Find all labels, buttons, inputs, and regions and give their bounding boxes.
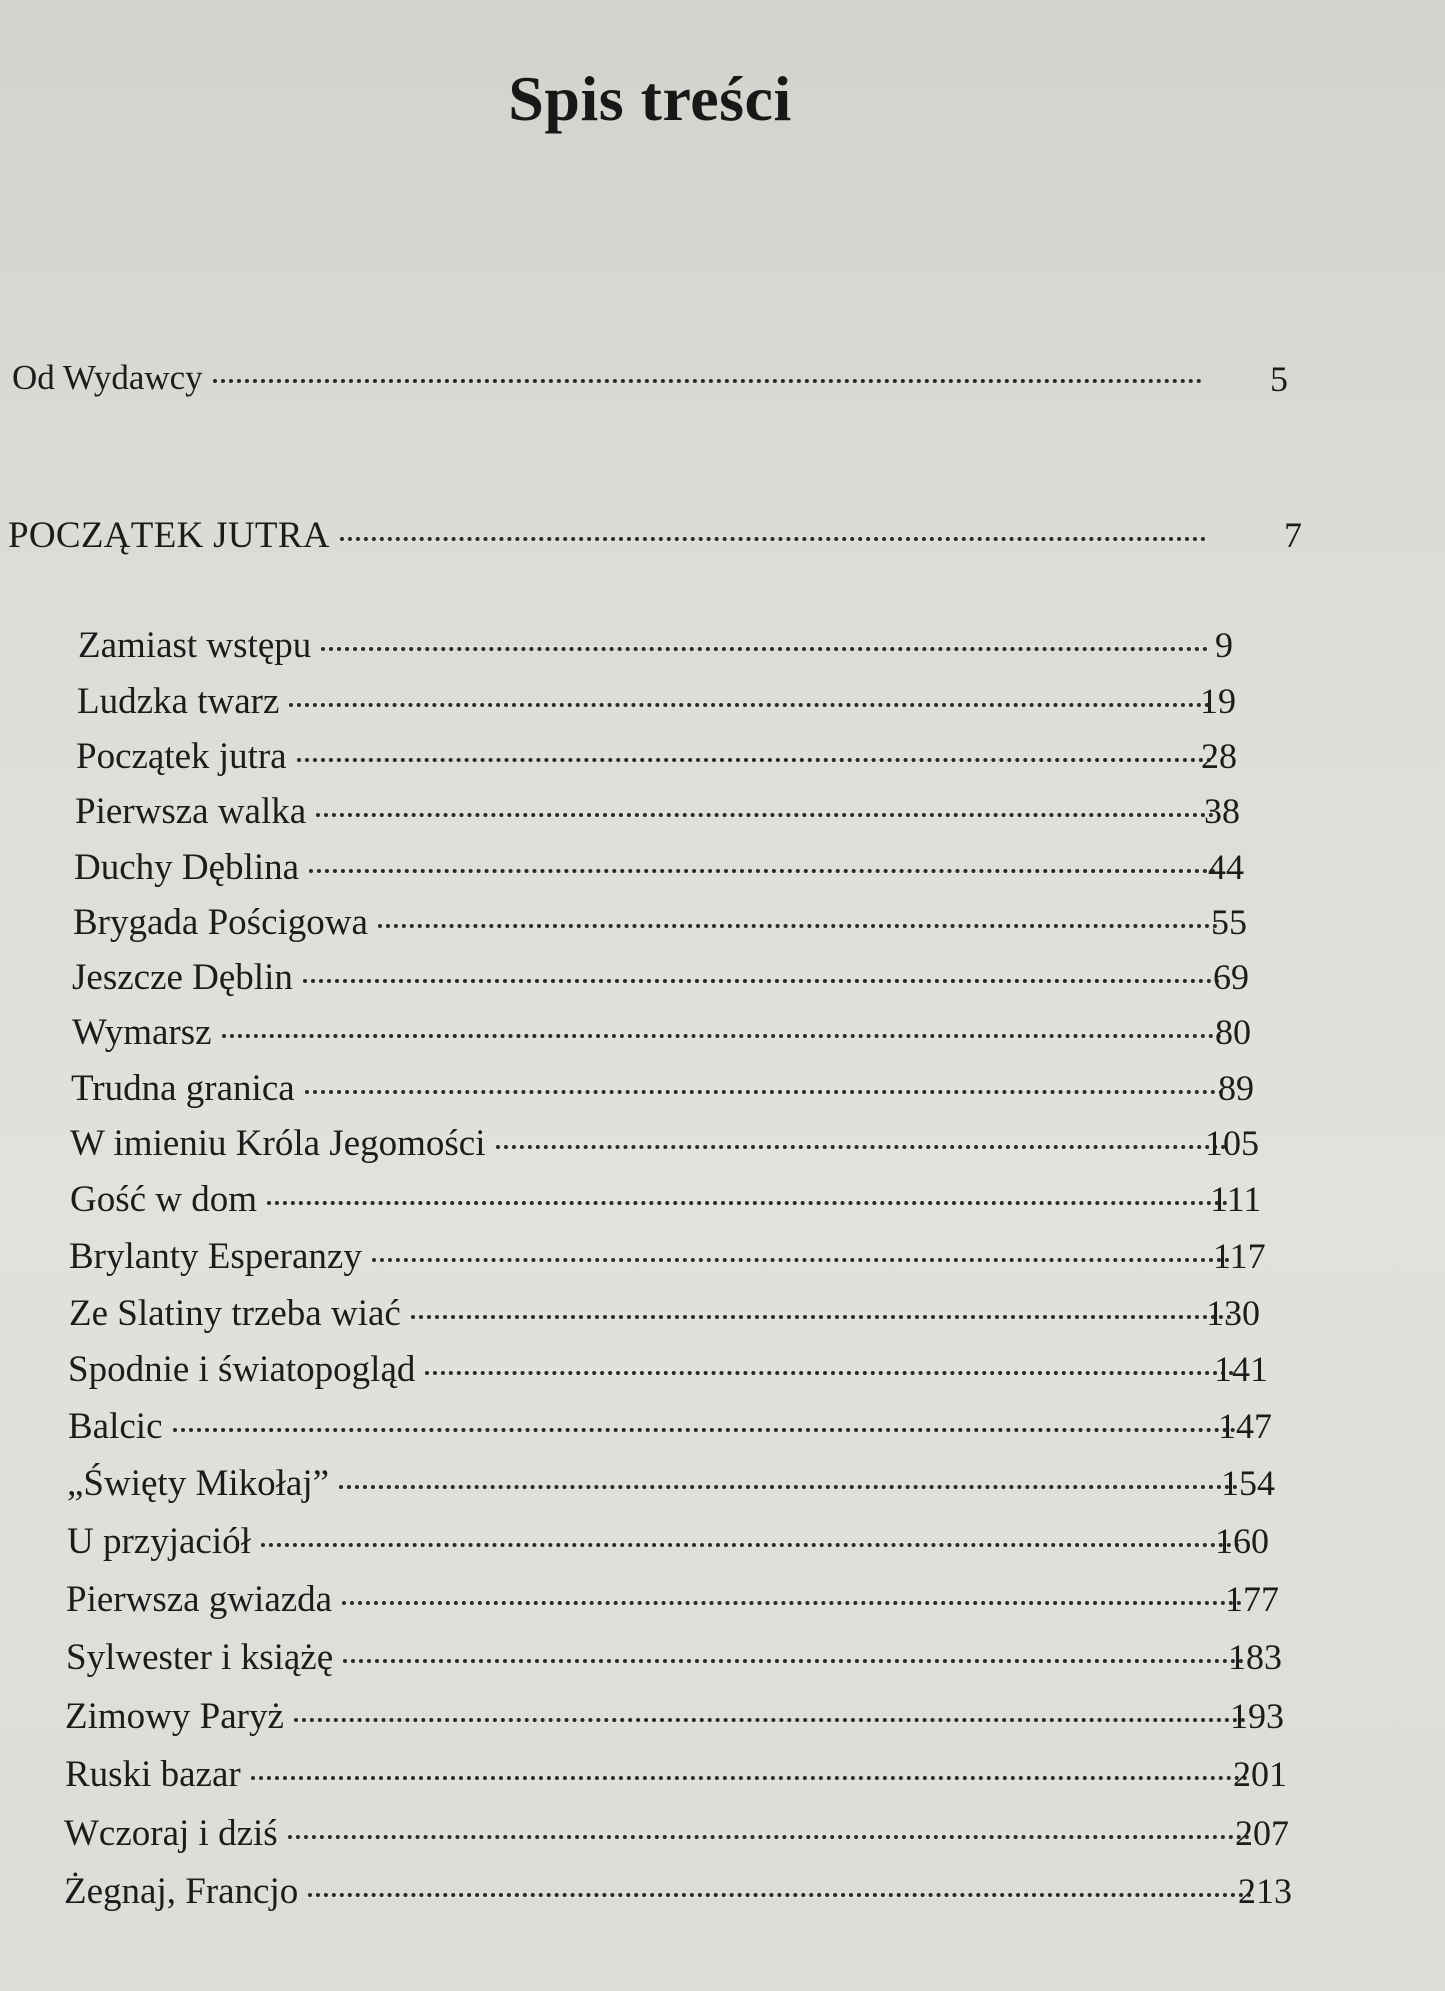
toc-entry-page: 154: [1221, 1463, 1275, 1503]
toc-entry: [64, 1812, 1289, 1862]
toc-entry-page: 69: [1213, 957, 1249, 997]
dot-leader: [213, 379, 1202, 383]
toc-entry-label: U przyjaciół: [67, 1521, 251, 1562]
dot-leader: [340, 537, 1206, 541]
toc-entry: [66, 1578, 1279, 1628]
page-title: Spis treści: [508, 63, 792, 134]
toc-entry-label: Duchy Dęblina: [74, 847, 300, 888]
dot-leader: [343, 1659, 1244, 1663]
toc-entry-page: 55: [1211, 902, 1247, 942]
dot-leader: [305, 1090, 1224, 1094]
toc-entry: [70, 1122, 1259, 1172]
toc-entry-label: Wymarsz: [72, 1012, 212, 1053]
toc-entry-page: 28: [1201, 736, 1237, 776]
dot-leader: [308, 1893, 1252, 1897]
toc-entry-page: 89: [1218, 1068, 1254, 1108]
toc-entry: [72, 1011, 1251, 1061]
toc-entry-part: [8, 514, 1302, 564]
dot-leader: [297, 758, 1212, 762]
dot-leader: [288, 1835, 1250, 1839]
dot-leader: [425, 1371, 1234, 1375]
toc-entry-label: W imieniu Króla Jegomości: [70, 1123, 486, 1164]
toc-entry-page: 177: [1225, 1579, 1279, 1619]
dot-leader: [321, 647, 1208, 651]
toc-entry-page: 111: [1210, 1179, 1262, 1219]
toc-entry-label: Początek jutra: [76, 736, 287, 777]
toc-entry-label: Ze Slatiny trzeba wiać: [69, 1293, 401, 1334]
toc-entry: [77, 680, 1236, 730]
toc-entry-page: 193: [1230, 1696, 1284, 1736]
toc-entry-label: POCZĄTEK JUTRA: [8, 515, 330, 556]
dot-leader: [289, 703, 1210, 707]
dot-leader: [303, 979, 1220, 983]
toc-entry: [70, 1178, 1262, 1228]
toc-entry-label: Brygada Pościgowa: [73, 902, 368, 943]
dot-leader: [173, 1428, 1236, 1432]
toc-entry-label: Ludzka twarz: [77, 681, 280, 722]
toc-entry: [76, 735, 1237, 785]
toc-entry-page: 38: [1204, 791, 1240, 831]
toc-entry-label: Balcic: [68, 1406, 163, 1447]
toc-entry: [64, 1870, 1292, 1920]
toc-entry: [69, 1235, 1266, 1285]
toc-entry-page: 105: [1205, 1123, 1259, 1163]
dot-leader: [309, 869, 1216, 873]
toc-entry-page: 213: [1238, 1871, 1292, 1911]
toc-entry: [78, 624, 1233, 674]
toc-entry-label: Sylwester i książę: [66, 1637, 334, 1678]
toc-entry-page: 201: [1233, 1754, 1287, 1794]
toc-entry: [66, 1636, 1282, 1686]
dot-leader: [342, 1601, 1242, 1605]
toc-entry: [72, 956, 1249, 1006]
toc-entry-page: 160: [1215, 1521, 1269, 1561]
dot-leader: [378, 924, 1218, 928]
toc-entry-page: 130: [1206, 1293, 1260, 1333]
toc-entry-label: Żegnaj, Francjo: [64, 1871, 299, 1912]
toc-entry-page: 5: [1270, 359, 1288, 399]
toc-entry: [73, 901, 1247, 951]
dot-leader: [316, 813, 1214, 817]
toc-entry-label: Gość w dom: [70, 1179, 258, 1220]
toc-entry-page: 44: [1208, 847, 1244, 887]
toc-entry-label: Wczoraj i dziś: [64, 1813, 278, 1854]
toc-entry-page: 9: [1215, 625, 1233, 665]
dot-leader: [496, 1145, 1227, 1149]
toc-entry-label: Od Wydawcy: [12, 358, 203, 397]
dot-leader: [261, 1543, 1240, 1547]
toc-entry-page: 207: [1235, 1813, 1289, 1853]
toc-entry-front-matter: [12, 358, 1288, 408]
toc-entry: [74, 846, 1244, 896]
toc-entry-page: 7: [1284, 515, 1302, 555]
dot-leader: [251, 1776, 1248, 1780]
dot-leader: [267, 1201, 1228, 1205]
toc-entry-label: Zamiast wstępu: [78, 625, 312, 666]
toc-entry-label: Zimowy Paryż: [65, 1696, 284, 1737]
toc-entry: [67, 1520, 1269, 1570]
toc-entry-label: Ruski bazar: [65, 1754, 241, 1795]
toc-entry-page: 147: [1218, 1406, 1272, 1446]
toc-entry-label: Trudna granica: [71, 1068, 295, 1109]
toc-entry: [68, 1405, 1272, 1455]
dot-leader: [222, 1034, 1222, 1038]
toc-entry: [75, 790, 1240, 840]
toc-entry-page: 183: [1228, 1637, 1282, 1677]
toc-entry-label: Pierwsza walka: [75, 791, 307, 832]
dot-leader: [372, 1258, 1230, 1262]
toc-entry-label: Spodnie i światopogląd: [68, 1349, 416, 1390]
toc-entry: [68, 1348, 1268, 1398]
toc-entry: [65, 1753, 1287, 1803]
toc-entry-label: Pierwsza gwiazda: [66, 1579, 333, 1620]
toc-entry-label: Jeszcze Dęblin: [72, 957, 293, 998]
toc-entry-page: 80: [1215, 1012, 1251, 1052]
toc-entry: [69, 1292, 1260, 1342]
dot-leader: [411, 1315, 1232, 1319]
toc-entry: [67, 1462, 1275, 1512]
toc-entry-page: 141: [1214, 1349, 1268, 1389]
toc-entry-label: „Święty Mikołaj”: [67, 1463, 330, 1504]
dot-leader: [339, 1485, 1238, 1489]
toc-entry: [71, 1067, 1254, 1117]
toc-entry: [65, 1695, 1284, 1745]
toc-entry-page: 19: [1200, 681, 1236, 721]
dot-leader: [294, 1718, 1246, 1722]
toc-entry-label: Brylanty Esperanzy: [69, 1236, 362, 1277]
toc-entry-page: 117: [1213, 1236, 1266, 1276]
